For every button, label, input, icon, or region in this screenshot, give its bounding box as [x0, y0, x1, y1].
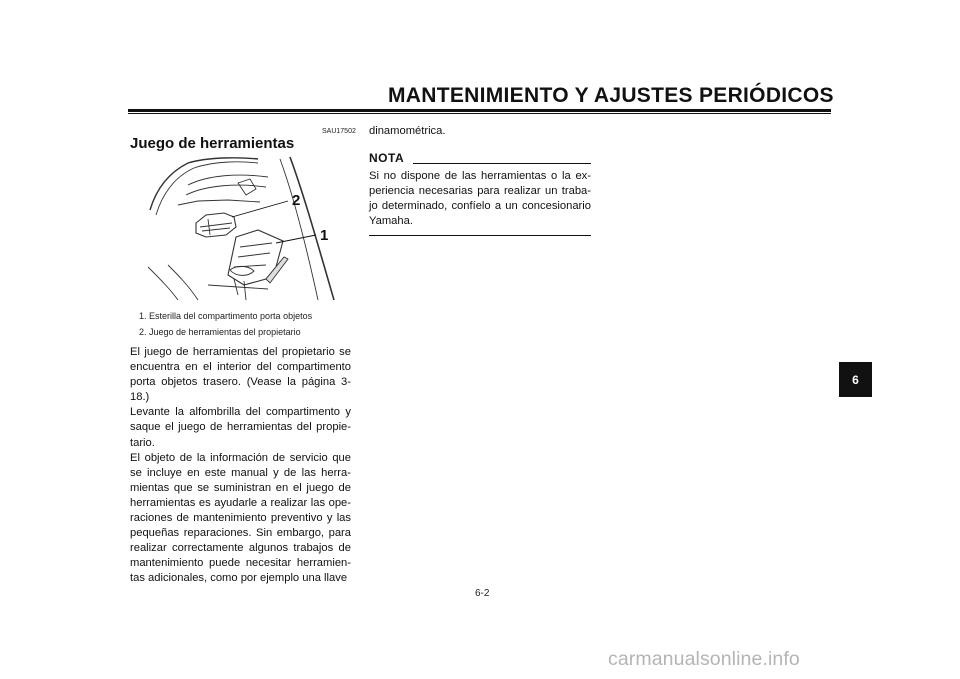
- figure-captions: [139, 308, 312, 340]
- body-paragraph: El juego de herramientas del propietario se encuentra en el interior del compartimento porta objetos trasero. (Vease la página 3-18.): [130, 346, 351, 404]
- note-end-rule: [369, 235, 591, 236]
- title-rule-thick: [128, 109, 831, 112]
- note-rule: [413, 163, 591, 164]
- tool-kit-figure: [148, 155, 338, 300]
- body-paragraph: Levante la alfombrilla del compartimento y saque el juego de herramientas del propie-tario.: [130, 406, 351, 449]
- note-label: NOTA: [369, 151, 405, 166]
- caption-item: 2. Juego de herramientas del propietario: [139, 327, 301, 337]
- left-column-text: [130, 345, 351, 587]
- chapter-tab: 6: [839, 362, 872, 397]
- right-column-text: [369, 124, 591, 236]
- watermark: carmanualsonline.info: [608, 648, 800, 670]
- caption-item: 1. Esterilla del compartimento porta objetos: [139, 311, 313, 321]
- body-continuation: dinamométrica.: [369, 125, 446, 137]
- title-rule-thin: [128, 113, 831, 114]
- callout-1: 1: [320, 227, 329, 244]
- body-paragraph: El objeto de la información de servicio que se incluye en este manual y de las herra-mientas que se suministran en el juego de herramientas es ayudarle a realizar las ope-raciones de mantenimiento preventivo y las pequeñas reparaciones. Sin embargo, para realizar correctamente algunos trabajos de mantenimiento puede necesitar herramien-tas adicionales, como por ejemplo una llave: [130, 451, 351, 585]
- page-number: 6-2: [475, 588, 490, 599]
- note-text: Si no dispone de las herramientas o la ex-periencia necesarias para realizar un traba-jo determinado, confíelo a un concesionario Yamaha.: [369, 170, 591, 228]
- note-header: [369, 151, 591, 167]
- section-heading: Juego de herramientas: [130, 135, 295, 152]
- tool-kit-illustration: [148, 155, 338, 300]
- page-title: MANTENIMIENTO Y AJUSTES PERIÓDICOS: [388, 84, 834, 107]
- section-code: SAU17502: [322, 128, 356, 135]
- callout-2: 2: [292, 192, 301, 209]
